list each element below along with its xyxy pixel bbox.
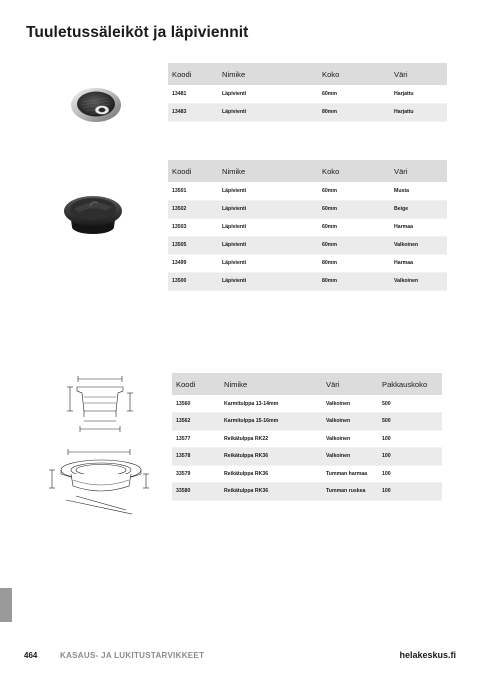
cell-pack-size: 500 bbox=[378, 395, 442, 413]
column-header-code: Koodi bbox=[168, 160, 218, 182]
cell-color: Valkoinen bbox=[390, 236, 447, 254]
cell-pack-size: 100 bbox=[378, 465, 442, 483]
cell-code: 33580 bbox=[172, 483, 220, 501]
cell-name: Karmitulppa 15-16mm bbox=[220, 413, 322, 431]
cell-color: Valkoinen bbox=[322, 448, 378, 466]
table-row bbox=[172, 395, 442, 413]
column-header-code: Koodi bbox=[168, 63, 218, 85]
cell-color: Valkoinen bbox=[322, 430, 378, 448]
column-header-code: Koodi bbox=[172, 373, 220, 395]
cell-code: 13499 bbox=[168, 254, 218, 272]
cell-size: 60mm bbox=[318, 85, 390, 103]
cell-size: 60mm bbox=[318, 200, 390, 218]
column-header-color: Väri bbox=[390, 160, 447, 182]
cell-color: Valkoinen bbox=[390, 272, 447, 290]
table-row bbox=[168, 236, 447, 254]
column-header-name: Nimike bbox=[218, 63, 318, 85]
cell-pack-size: 100 bbox=[378, 483, 442, 501]
page-title: Tuuletussäleiköt ja läpiviennit bbox=[26, 24, 249, 41]
cell-code: 13503 bbox=[168, 218, 218, 236]
cell-color: Harjattu bbox=[390, 85, 447, 103]
cell-color: Harmaa bbox=[390, 254, 447, 272]
website-label: helakeskus.fi bbox=[399, 650, 456, 660]
table-row bbox=[172, 448, 442, 466]
cell-name: Läpivienti bbox=[218, 85, 318, 103]
table-row bbox=[172, 483, 442, 501]
cell-name: Läpivienti bbox=[218, 200, 318, 218]
column-header-name: Nimike bbox=[218, 160, 318, 182]
page-number: 464 bbox=[24, 651, 38, 660]
table-row bbox=[168, 272, 447, 290]
cell-name: Reikätulppa RK22 bbox=[220, 430, 322, 448]
cell-color: Harjattu bbox=[390, 103, 447, 121]
table-row bbox=[168, 218, 447, 236]
cell-pack-size: 500 bbox=[378, 413, 442, 431]
table-row bbox=[168, 254, 447, 272]
column-header-size: Koko bbox=[318, 63, 390, 85]
cell-code: 13501 bbox=[168, 182, 218, 200]
cell-code: 13505 bbox=[168, 236, 218, 254]
cell-name: Läpivienti bbox=[218, 236, 318, 254]
column-header-color: Väri bbox=[322, 373, 378, 395]
cell-color: Valkoinen bbox=[322, 413, 378, 431]
cell-name: Läpivienti bbox=[218, 272, 318, 290]
cell-color: Musta bbox=[390, 182, 447, 200]
table-row bbox=[168, 85, 447, 103]
cell-name: Karmitulppa 13-14mm bbox=[220, 395, 322, 413]
column-header-size: Koko bbox=[318, 160, 390, 182]
cell-pack-size: 100 bbox=[378, 430, 442, 448]
cell-color: Tumman ruskea bbox=[322, 483, 378, 501]
plug-table bbox=[172, 373, 442, 501]
cell-code: 13500 bbox=[168, 272, 218, 290]
cell-name: Läpivienti bbox=[218, 254, 318, 272]
cell-pack-size: 100 bbox=[378, 448, 442, 466]
cell-color: Beige bbox=[390, 200, 447, 218]
table-row bbox=[168, 182, 447, 200]
section-tab-marker bbox=[0, 588, 12, 622]
cell-size: 60mm bbox=[318, 182, 390, 200]
table-row bbox=[172, 465, 442, 483]
cell-code: 13562 bbox=[172, 413, 220, 431]
brushed-grommet-image bbox=[70, 84, 122, 124]
cell-name: Reikätulppa RK36 bbox=[220, 483, 322, 501]
column-header-pack-size: Pakkauskoko bbox=[378, 373, 442, 395]
hole-plug-drawing bbox=[46, 448, 156, 516]
column-header-color: Väri bbox=[390, 63, 447, 85]
cell-name: Läpivienti bbox=[218, 182, 318, 200]
cell-size: 80mm bbox=[318, 103, 390, 121]
cell-code: 13578 bbox=[172, 448, 220, 466]
cell-size: 80mm bbox=[318, 254, 390, 272]
cell-name: Reikätulppa RK36 bbox=[220, 448, 322, 466]
cell-color: Harmaa bbox=[390, 218, 447, 236]
cell-size: 80mm bbox=[318, 272, 390, 290]
table-row bbox=[172, 413, 442, 431]
cell-code: 13577 bbox=[172, 430, 220, 448]
table-row bbox=[168, 200, 447, 218]
cell-color: Valkoinen bbox=[322, 395, 378, 413]
cell-size: 60mm bbox=[318, 236, 390, 254]
cell-color: Tumman harmaa bbox=[322, 465, 378, 483]
plastic-grommet-image bbox=[62, 187, 124, 239]
section-name: KASAUS- JA LUKITUSTARVIKKEET bbox=[60, 651, 205, 660]
cell-size: 60mm bbox=[318, 218, 390, 236]
cell-code: 13502 bbox=[168, 200, 218, 218]
cell-code: 13560 bbox=[172, 395, 220, 413]
cell-code: 13483 bbox=[168, 103, 218, 121]
table-row bbox=[168, 103, 447, 121]
cell-code: 13481 bbox=[168, 85, 218, 103]
plastic-grommet-table bbox=[168, 160, 447, 291]
cell-code: 33579 bbox=[172, 465, 220, 483]
cell-name: Läpivienti bbox=[218, 218, 318, 236]
column-header-name: Nimike bbox=[220, 373, 322, 395]
frame-plug-drawing bbox=[50, 373, 150, 438]
cell-name: Läpivienti bbox=[218, 103, 318, 121]
cell-name: Reikätulppa RK36 bbox=[220, 465, 322, 483]
table-row bbox=[172, 430, 442, 448]
brushed-grommet-table bbox=[168, 63, 447, 122]
